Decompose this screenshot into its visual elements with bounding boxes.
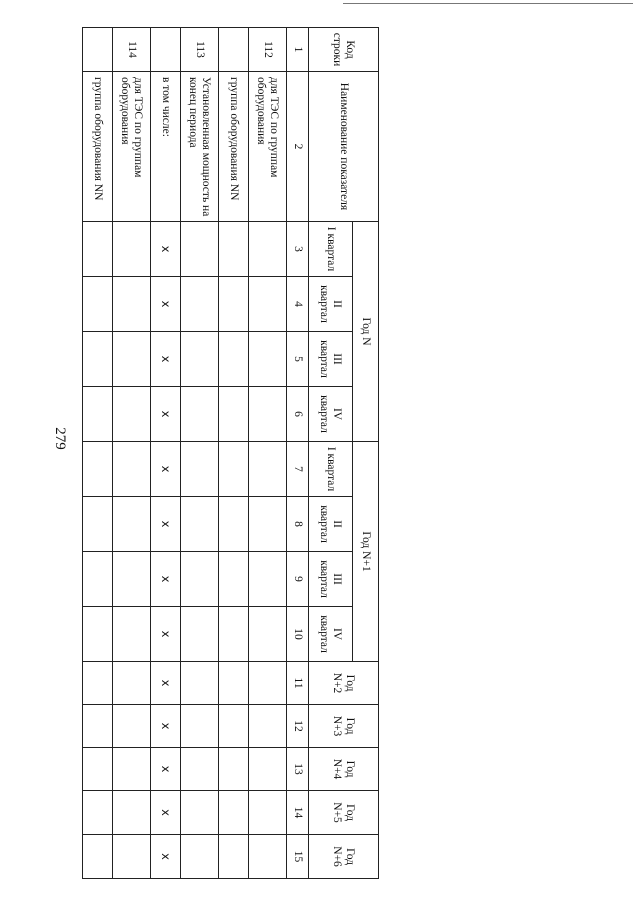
table-body	[83, 28, 287, 879]
row-value-cell	[113, 607, 151, 662]
row-value-cell: x	[151, 332, 181, 387]
row-value-cell	[249, 835, 287, 879]
row-value-cell	[219, 332, 249, 387]
header-name: Наименование показателя	[309, 72, 379, 222]
row-value-cell	[249, 607, 287, 662]
row-value-cell	[181, 748, 219, 791]
header-year-n3: Год N+3	[309, 705, 379, 748]
row-value-cell	[249, 748, 287, 791]
row-value-cell	[181, 607, 219, 662]
row-value-cell: x	[151, 791, 181, 835]
column-number: 6	[287, 387, 309, 442]
header-quarter: II квартал	[309, 277, 353, 332]
row-value-cell	[181, 662, 219, 705]
row-value-cell	[249, 387, 287, 442]
header-year-n6: Год N+6	[309, 835, 379, 879]
row-value-cell	[181, 835, 219, 879]
row-value-cell	[219, 387, 249, 442]
row-value-cell	[249, 222, 287, 277]
row-name: для ТЭС по группам оборудования	[113, 72, 151, 222]
row-value-cell: x	[151, 705, 181, 748]
row-value-cell: x	[151, 552, 181, 607]
column-number: 13	[287, 748, 309, 791]
column-number: 12	[287, 705, 309, 748]
row-value-cell: x	[151, 497, 181, 552]
header-year-n2: Год N+2	[309, 662, 379, 705]
header-year-n4: Год N+4	[309, 748, 379, 791]
row-value-cell	[83, 277, 113, 332]
row-value-cell: x	[151, 387, 181, 442]
header-quarter: I квартал	[309, 442, 353, 497]
column-number: 10	[287, 607, 309, 662]
row-value-cell	[83, 835, 113, 879]
row-value-cell	[181, 332, 219, 387]
column-number: 3	[287, 222, 309, 277]
row-value-cell	[83, 222, 113, 277]
row-value-cell	[83, 662, 113, 705]
row-value-cell	[219, 607, 249, 662]
row-value-cell	[83, 791, 113, 835]
column-number: 4	[287, 277, 309, 332]
row-value-cell	[113, 332, 151, 387]
row-value-cell	[113, 497, 151, 552]
row-value-cell	[249, 277, 287, 332]
column-number: 5	[287, 332, 309, 387]
row-value-cell	[83, 607, 113, 662]
table-row	[219, 28, 249, 879]
column-number-row	[287, 28, 309, 879]
row-value-cell	[219, 791, 249, 835]
row-value-cell: x	[151, 442, 181, 497]
row-value-cell	[113, 662, 151, 705]
row-value-cell	[113, 705, 151, 748]
header-quarter: I квартал	[309, 222, 353, 277]
row-value-cell	[83, 497, 113, 552]
row-value-cell	[219, 222, 249, 277]
row-value-cell	[219, 442, 249, 497]
row-value-cell	[249, 332, 287, 387]
row-value-cell	[181, 277, 219, 332]
column-number: 1	[287, 28, 309, 72]
table-row	[181, 28, 219, 879]
header-year-n1: Год N+1	[353, 442, 379, 662]
row-value-cell: x	[151, 748, 181, 791]
header-year-n: Год N	[353, 222, 379, 442]
row-value-cell	[83, 552, 113, 607]
row-value-cell	[219, 277, 249, 332]
row-value-cell	[83, 748, 113, 791]
header-quarter: III квартал	[309, 332, 353, 387]
row-value-cell	[113, 222, 151, 277]
row-value-cell	[219, 552, 249, 607]
header-quarter: II квартал	[309, 497, 353, 552]
row-code: 113	[181, 28, 219, 72]
row-name: группа оборудования NN	[83, 72, 113, 222]
row-value-cell	[113, 442, 151, 497]
header-row-1	[353, 28, 379, 879]
row-name: группа оборудования NN	[219, 72, 249, 222]
column-number: 11	[287, 662, 309, 705]
column-number: 14	[287, 791, 309, 835]
header-quarter: IV квартал	[309, 607, 353, 662]
row-value-cell	[113, 277, 151, 332]
row-value-cell	[219, 835, 249, 879]
row-value-cell	[181, 442, 219, 497]
row-value-cell	[181, 387, 219, 442]
header-year-n5: Год N+5	[309, 791, 379, 835]
row-value-cell	[83, 442, 113, 497]
row-value-cell	[181, 222, 219, 277]
row-value-cell	[83, 332, 113, 387]
row-code: 114	[113, 28, 151, 72]
row-value-cell	[181, 791, 219, 835]
report-table	[82, 27, 379, 879]
row-code	[83, 28, 113, 72]
header-quarter: IV квартал	[309, 387, 353, 442]
row-value-cell	[113, 835, 151, 879]
row-value-cell	[83, 387, 113, 442]
row-code: 112	[249, 28, 287, 72]
row-value-cell	[113, 552, 151, 607]
column-number: 8	[287, 497, 309, 552]
header-quarter: III квартал	[309, 552, 353, 607]
row-value-cell	[219, 748, 249, 791]
rotated-table-wrapper	[91, 27, 379, 877]
column-number: 7	[287, 442, 309, 497]
row-value-cell	[113, 791, 151, 835]
row-value-cell	[181, 497, 219, 552]
column-number: 9	[287, 552, 309, 607]
row-value-cell	[83, 705, 113, 748]
row-name: Установленная мощность на конец периода	[181, 72, 219, 222]
row-value-cell: x	[151, 222, 181, 277]
row-value-cell	[249, 791, 287, 835]
row-value-cell: x	[151, 277, 181, 332]
row-code	[151, 28, 181, 72]
row-code	[219, 28, 249, 72]
row-value-cell	[219, 705, 249, 748]
row-value-cell	[249, 705, 287, 748]
row-value-cell	[181, 552, 219, 607]
header-code: Код строки	[309, 28, 379, 72]
row-value-cell	[113, 387, 151, 442]
column-number: 2	[287, 72, 309, 222]
row-value-cell	[113, 748, 151, 791]
column-number: 15	[287, 835, 309, 879]
row-value-cell	[249, 497, 287, 552]
row-value-cell	[181, 705, 219, 748]
row-name: в том числе:	[151, 72, 181, 222]
table-row	[249, 28, 287, 879]
row-value-cell	[219, 497, 249, 552]
row-value-cell	[249, 662, 287, 705]
top-rule	[343, 3, 633, 4]
row-value-cell	[219, 662, 249, 705]
page-number: 279	[51, 427, 68, 450]
row-value-cell: x	[151, 662, 181, 705]
row-value-cell	[249, 552, 287, 607]
row-name: для ТЭС по группам оборудования	[249, 72, 287, 222]
table-row	[151, 28, 181, 879]
table-row	[113, 28, 151, 879]
table-row	[83, 28, 113, 879]
row-value-cell: x	[151, 607, 181, 662]
row-value-cell: x	[151, 835, 181, 879]
row-value-cell	[249, 442, 287, 497]
